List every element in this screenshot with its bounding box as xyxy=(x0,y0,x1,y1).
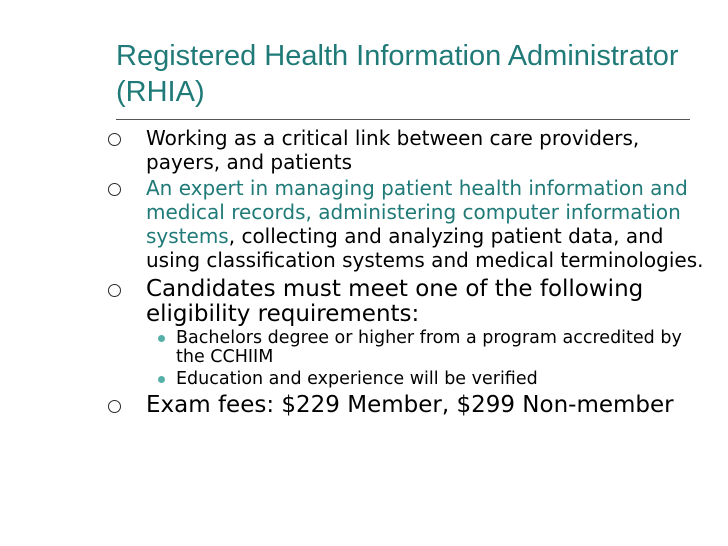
sub-bullet-text: Education and experience will be verified xyxy=(176,369,538,389)
bullet-item xyxy=(104,277,704,389)
bullet-item xyxy=(104,126,704,174)
bullet-item xyxy=(104,176,704,272)
sub-bullet-item xyxy=(146,329,704,367)
bullet-highlight-text: An expert in managing patient health information and medical records, administering computer information systems xyxy=(146,176,688,248)
bullet-text: Candidates must meet one of the following eligibility requirements: xyxy=(146,276,644,327)
bullet-item xyxy=(104,393,704,418)
filled-dot-icon xyxy=(158,376,165,383)
sub-bullet-text: Bachelors degree or higher from a program accredited by the CCHIIM xyxy=(176,328,682,367)
sub-bullet-list xyxy=(146,329,704,389)
hollow-circle-icon xyxy=(108,183,121,196)
title-divider xyxy=(116,119,690,120)
filled-dot-icon xyxy=(158,335,165,342)
bullet-text: , collecting and analyzing patient data, and using classification systems and medical terminologies. xyxy=(146,224,704,272)
hollow-circle-icon xyxy=(108,400,121,413)
slide-title: Registered Health Information Administrator (RHIA) xyxy=(116,40,679,108)
bullet-text: Working as a critical link between care providers, payers, and patients xyxy=(146,126,640,174)
hollow-circle-icon xyxy=(108,133,121,146)
hollow-circle-icon xyxy=(108,284,121,297)
bullet-text: Exam fees: $229 Member, $299 Non-member xyxy=(146,392,674,418)
sub-bullet-item xyxy=(146,370,704,389)
bullet-list xyxy=(104,122,704,418)
